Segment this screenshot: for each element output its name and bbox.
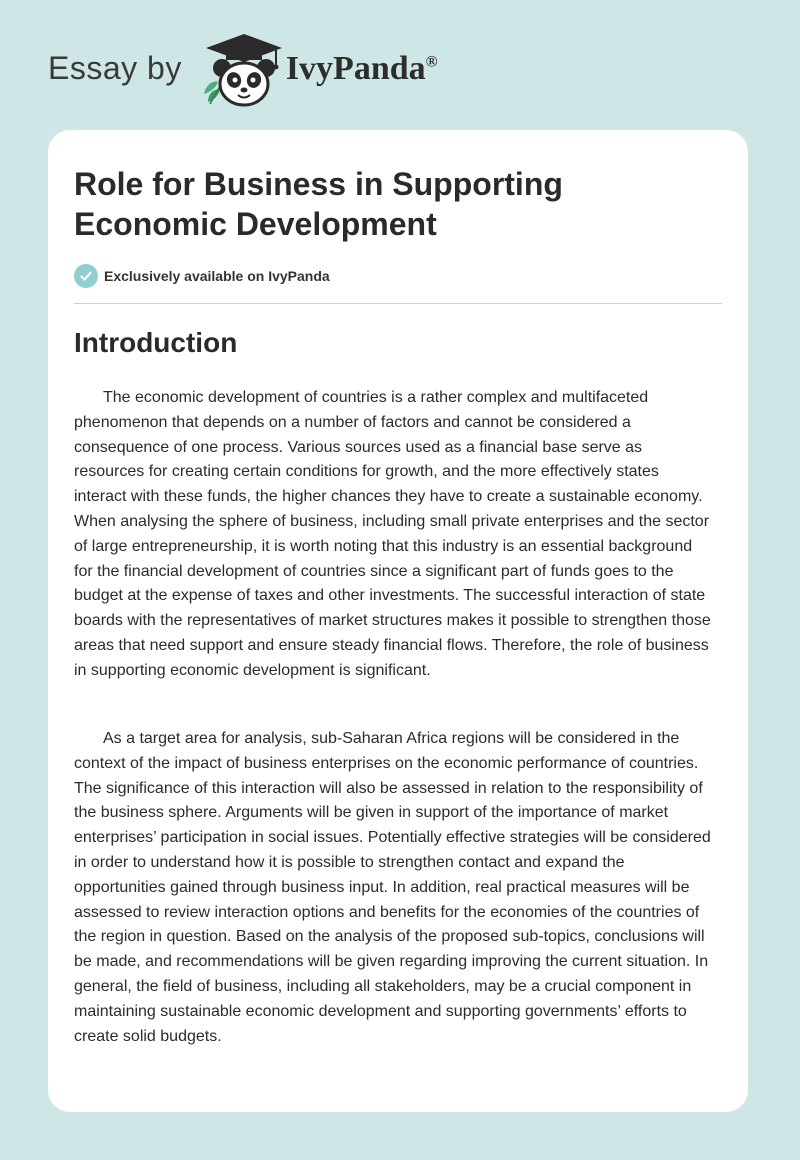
divider bbox=[74, 303, 722, 304]
paragraph: The economic development of countries is a rather complex and multifaceted phenomenon that depends on a number of factors and cannot be considered a consequence of one process. Various sources used as a financial base serve as resources for creating certain conditions for growth, and the more effectively states interact with these funds, the higher chances they have to create a sustainable economy. When analysing the sphere of business, including small private enterprises and the sector of large entrepreneurship, it is worth noting that this industry is an essential background for the financial development of countries since a significant part of funds goes to the budget at the expense of taxes and other investments. The successful interaction of state boards with the representatives of market structures makes it possible to strengthen those areas that need support and ensure steady financial flows. Therefore, the role of business in supporting economic development is significant. bbox=[74, 389, 711, 679]
site-brand[interactable] bbox=[48, 30, 438, 110]
panda-graduate-icon bbox=[196, 30, 292, 110]
essay-card bbox=[48, 130, 748, 1112]
brand-name: IvyPanda® bbox=[285, 50, 438, 87]
brand-prefix: Essay by bbox=[48, 49, 182, 86]
exclusive-badge bbox=[74, 264, 330, 288]
essay-title: Role for Business in Supporting Economic Development bbox=[74, 166, 563, 242]
badge-label: Exclusively available on IvyPanda bbox=[104, 268, 330, 284]
registered-mark: ® bbox=[425, 53, 438, 71]
section-heading: Introduction bbox=[74, 327, 238, 358]
check-icon bbox=[74, 264, 98, 288]
paragraph: As a target area for analysis, sub-Saharan Africa regions will be considered in the context of the impact of business enterprises on the economic performance of countries. The significance of this interaction will also be assessed in relation to the responsibility of the business sphere. Arguments will be given in support of the importance of market enterprises’ participation in social issues. Potentially effective strategies will be considered in order to understand how it is possible to strengthen contact and expand the opportunities gained through business input. In addition, real practical measures will be assessed to review interaction options and benefits for the economies of the countries of the region in question. Based on the analysis of the proposed sub-topics, conclusions will be made, and recommendations will be given regarding improving the current situation. In general, the field of business, including all stakeholders, may be a crucial component in maintaining sustainable economic development and supporting governments’ efforts to create solid budgets. bbox=[74, 730, 711, 1045]
